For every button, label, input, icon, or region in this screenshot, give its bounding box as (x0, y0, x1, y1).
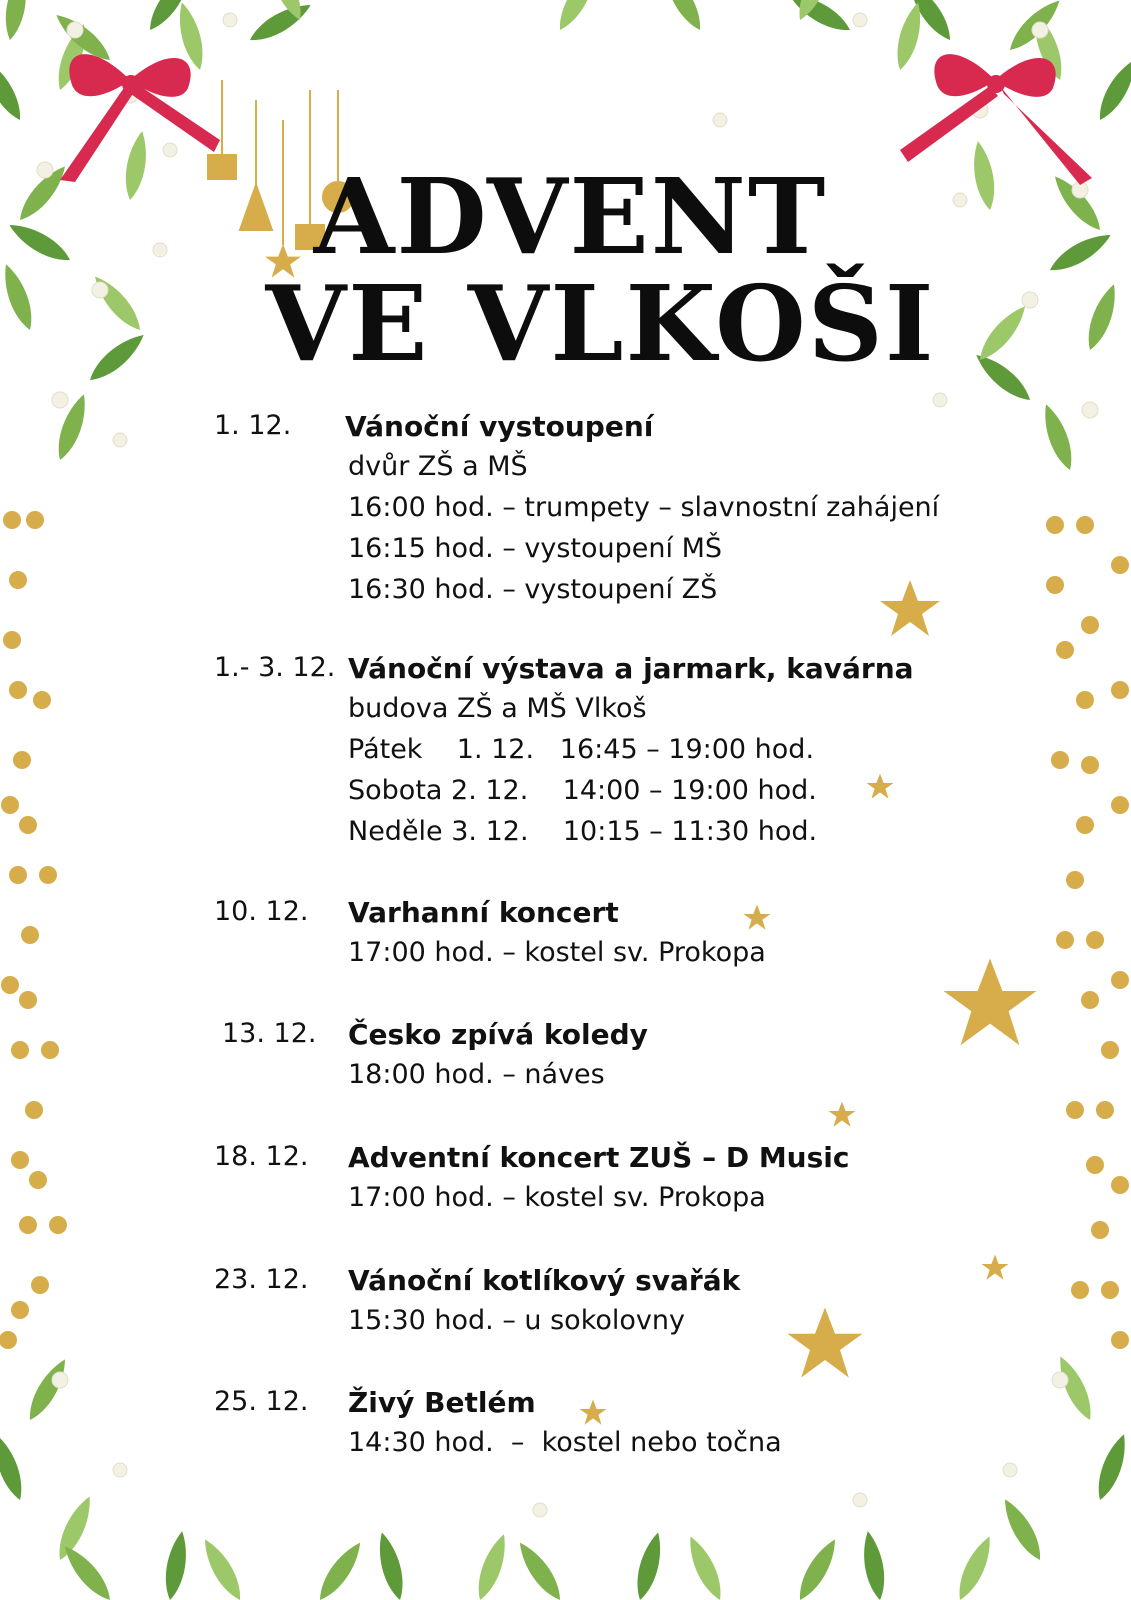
event-title: Vánoční vystoupení (345, 410, 654, 443)
star-icon (982, 1255, 1009, 1280)
star-icon (744, 905, 771, 930)
event-detail: 18:00 hod. – náves (348, 1059, 605, 1090)
event-detail: dvůr ZŠ a MŠ (348, 451, 528, 482)
event-title: Česko zpívá koledy (348, 1018, 648, 1051)
event-detail: 17:00 hod. – kostel sv. Prokopa (348, 1182, 766, 1213)
event-detail: Neděle 3. 12. 10:15 – 11:30 hod. (348, 816, 818, 847)
event-detail: Pátek 1. 12. 16:45 – 19:00 hod. (348, 734, 815, 765)
event-date: 13. 12. (222, 1018, 317, 1049)
event-detail: 17:00 hod. – kostel sv. Prokopa (348, 937, 766, 968)
star-icon (867, 774, 894, 799)
page-title-line2: VE VLKOŠI (265, 262, 936, 385)
star-icon (580, 1400, 607, 1425)
event-date: 1. 12. (214, 410, 292, 441)
event-title: Varhanní koncert (348, 896, 619, 929)
gold-stars (580, 580, 1037, 1425)
star-icon (944, 959, 1037, 1046)
event-date: 1.- 3. 12. (214, 652, 336, 683)
event-date: 25. 12. (214, 1386, 309, 1417)
event-title: Vánoční kotlíkový svařák (348, 1264, 741, 1297)
event-detail: budova ZŠ a MŠ Vlkoš (348, 693, 647, 724)
event-title: Živý Betlém (348, 1386, 536, 1419)
event-detail: 15:30 hod. – u sokolovny (348, 1305, 685, 1336)
greenery-bottom (0, 1353, 1131, 1600)
event-date: 10. 12. (214, 896, 309, 927)
event-date: 23. 12. (214, 1264, 309, 1295)
event-detail: 16:30 hod. – vystoupení ZŠ (348, 574, 718, 605)
star-icon (880, 580, 940, 636)
event-title: Adventní koncert ZUŠ – D Music (348, 1141, 850, 1174)
event-detail: 16:15 hod. – vystoupení MŠ (348, 533, 723, 564)
star-icon (788, 1308, 863, 1378)
star-icon (829, 1102, 856, 1127)
event-detail: 16:00 hod. – trumpety – slavnostní zahájení (348, 492, 940, 523)
gold-confetti-dots (0, 511, 1129, 1349)
event-title: Vánoční výstava a jarmark, kavárna (348, 652, 914, 685)
event-detail: 14:30 hod. – kostel nebo točna (348, 1427, 782, 1458)
event-detail: Sobota 2. 12. 14:00 – 19:00 hod. (348, 775, 817, 806)
event-date: 18. 12. (214, 1141, 309, 1172)
page-title-line1: ADVENT (313, 155, 828, 278)
